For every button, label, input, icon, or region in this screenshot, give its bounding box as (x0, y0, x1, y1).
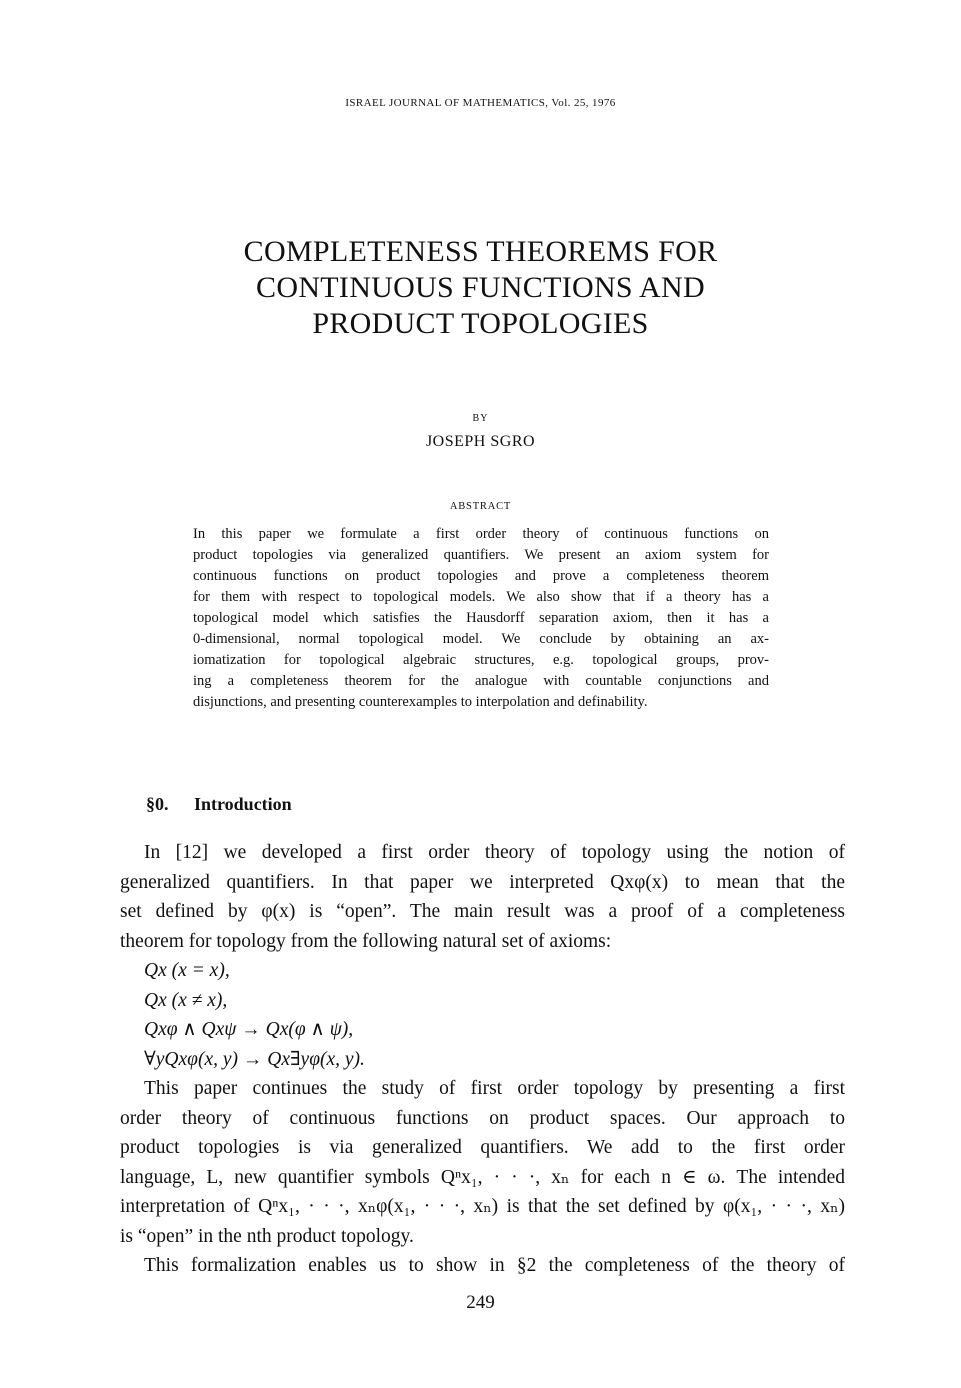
axiom: Qx (x ≠ x), (144, 989, 228, 1011)
axiom: Qx (x = x), (144, 960, 230, 981)
abstract-body (193, 524, 769, 713)
section-heading (146, 794, 292, 815)
abstract-line: ing a completeness theorem for the analogue with countable conjunctions and (193, 673, 769, 689)
author-name: JOSEPH SGRO (425, 433, 536, 450)
abstract-line: iomatization for topological algebraic structures, e.g. topological groups, prov- (193, 652, 769, 668)
abstract-line: topological model which satisfies the Hausdorff separation axiom, then it has a (193, 610, 769, 626)
body-line: set defined by φ(x) is “open”. The main result was a proof of a completeness (120, 901, 845, 922)
abstract-line: for them with respect to topological models. We also show that if a theory has a (193, 589, 769, 605)
abstract-line: continuous functions on product topologies and prove a completeness theorem (193, 568, 769, 584)
section-title: Introduction (194, 794, 292, 814)
body-line: interpretation of Qⁿx₁, · · ·, xₙφ(x₁, · · ·, xₙ) is that the set defined by φ(x₁, · · ·, xₙ) (120, 1196, 845, 1217)
body-text (120, 838, 845, 1281)
journal-header: ISRAEL JOURNAL OF MATHEMATICS, Vol. 25, 1976 (345, 97, 616, 109)
section-number: §0. (146, 794, 169, 814)
body-line: language, L, new quantifier symbols Qⁿx₁, · · ·, xₙ for each n ∈ ω. The intended (120, 1166, 845, 1188)
body-line: order theory of continuous functions on product spaces. Our approach to (120, 1107, 845, 1129)
byline-by: BY (472, 413, 489, 424)
body-line: This paper continues the study of first order topology by presenting a first (144, 1078, 845, 1099)
axiom: ∀yQxφ(x, y) → Qx∃yφ(x, y). (144, 1048, 365, 1070)
title-line: COMPLETENESS THEOREMS FOR (243, 235, 718, 268)
abstract-line: 0-dimensional, normal topological model. We conclude by obtaining an ax- (193, 631, 769, 647)
body-line: product topologies is via generalized quantifiers. We add to the first order (120, 1137, 845, 1158)
abstract-heading: ABSTRACT (449, 501, 512, 512)
body-line: In [12] we developed a first order theory of topology using the notion of (144, 842, 845, 863)
abstract-line: product topologies via generalized quantifiers. We present an axiom system for (193, 547, 769, 563)
body-line: theorem for topology from the following natural set of axioms: (120, 930, 612, 952)
body-line: This formalization enables us to show in §2 the completeness of the theory of (144, 1255, 845, 1276)
body-line: is “open” in the nth product topology. (120, 1225, 414, 1247)
body-line: generalized quantifiers. In that paper we interpreted Qxφ(x) to mean that the (120, 871, 845, 893)
paper-title (0, 234, 961, 342)
page-number: 249 (466, 1292, 495, 1313)
axiom: Qxφ ∧ Qxψ → Qx(φ ∧ ψ), (144, 1019, 354, 1040)
abstract-line: In this paper we formulate a first order theory of continuous functions on (193, 526, 769, 542)
title-line: PRODUCT TOPOLOGIES (312, 307, 649, 340)
title-line: CONTINUOUS FUNCTIONS AND (256, 271, 705, 304)
abstract-line: disjunctions, and presenting counterexamples to interpolation and definability. (193, 694, 648, 710)
